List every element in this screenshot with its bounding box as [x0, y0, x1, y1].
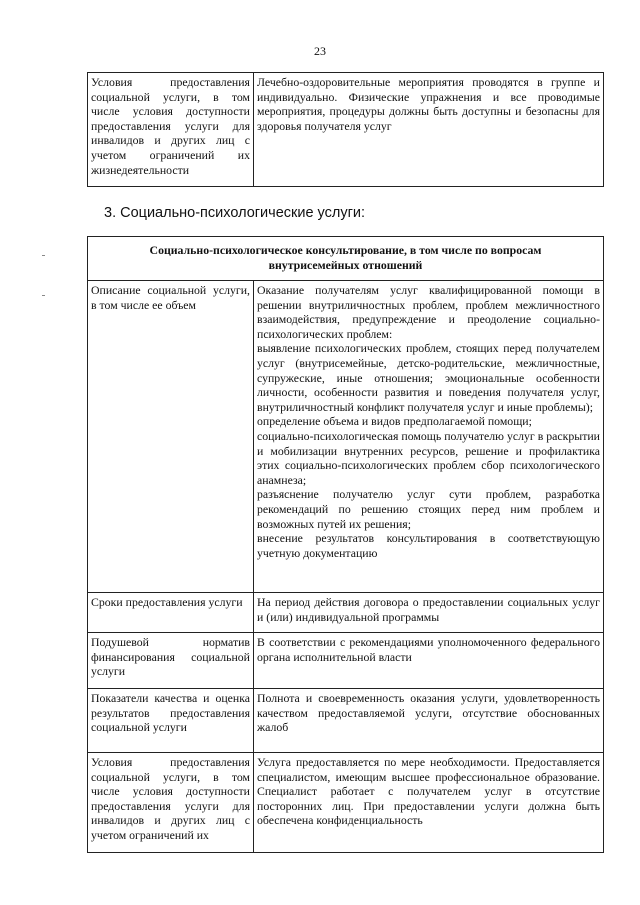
- paragraph: определение объема и видов предполагаемой помощи;: [257, 414, 532, 429]
- row-value: Услуга предоставляется по мере необходимости. Предоставляется специалистом, имеющим высшее профессиональное образование. Специалист работает с получателем услуг в отсутствие посторонних лиц. При предоставлении услуги должна быть обеспечена конфиденциальность: [254, 753, 604, 853]
- page-number: 23: [314, 44, 326, 58]
- paragraph: внесение результатов консультирования в соответствующую учетную документацию: [257, 531, 600, 560]
- row-value: [254, 281, 604, 593]
- table-row: [88, 689, 604, 753]
- table-row: [88, 633, 604, 689]
- service-table: [87, 236, 604, 853]
- row-label: Условия предоставления социальной услуги, в том числе условия доступности предоставления услуги для инвалидов и других лиц с учетом ограничений их жизнедеятельности: [88, 73, 254, 187]
- section-heading: 3. Социально-психологические услуги:: [104, 205, 366, 221]
- row-value: На период действия договора о предоставлении социальных услуг и (или) индивидуальной программы: [254, 593, 604, 633]
- paragraph: социально-психологическая помощь получателю услуг в раскрытии и мобилизации внутренних ресурсов, решение и профилактика этих социально-психологических проблем сбор психологического анамнеза;: [257, 428, 600, 487]
- row-label: Условия предоставления социальной услуги, в том числе условия доступности предоставления услуги для инвалидов и других лиц с учетом ограничений их: [88, 753, 254, 853]
- service-title: Социально-психологическое консультирование, в том числе по вопросам внутрисемейных отношений: [88, 237, 604, 281]
- row-label: Сроки предоставления услуги: [88, 593, 254, 633]
- paragraph: разъяснение получателю услуг сути проблем, разработка рекомендаций по решению стоящих перед ним проблем и возможных путей их решения;: [257, 487, 600, 531]
- paragraph: выявление психологических проблем, стоящих перед получателем услуг (внутрисемейные, детско-родительские, межличностные, супружеские, иные отношения; эмоциональные особенности личности, особенности развития и поведения получателя услуг, внутриличностный конфликт получателя услуг и иные проблемы);: [257, 341, 600, 414]
- row-value: В соответствии с рекомендациями уполномоченного федерального органа исполнительной власти: [254, 633, 604, 689]
- top-table: [87, 72, 604, 187]
- table-row: [88, 281, 604, 593]
- row-label: Описание социальной услуги, в том числе ее объем: [88, 281, 254, 593]
- row-label: Подушевой норматив финансирования социальной услуги: [88, 633, 254, 689]
- row-value: Лечебно-оздоровительные мероприятия проводятся в группе и индивидуально. Физические упражнения и все проводимые мероприятия, процедуры должны быть доступны и безопасны для здоровья получателя услуг: [254, 73, 604, 187]
- paragraph: Оказание получателям услуг квалифицированной помощи в решении внутриличностных проблем, проблем межличностного взаимодействия, предупреждение и преодоление социально-психологических проблем:: [257, 283, 600, 341]
- table-row: [88, 237, 604, 281]
- row-label: Показатели качества и оценка результатов предоставления социальной услуги: [88, 689, 254, 753]
- stray-mark: [42, 295, 45, 296]
- stray-mark: [42, 255, 45, 256]
- table-row: [88, 73, 604, 187]
- row-value: Полнота и своевременность оказания услуги, удовлетворенность качеством предоставляемой услуги, отсутствие обоснованных жалоб: [254, 689, 604, 753]
- table-row: [88, 593, 604, 633]
- table-row: [88, 753, 604, 853]
